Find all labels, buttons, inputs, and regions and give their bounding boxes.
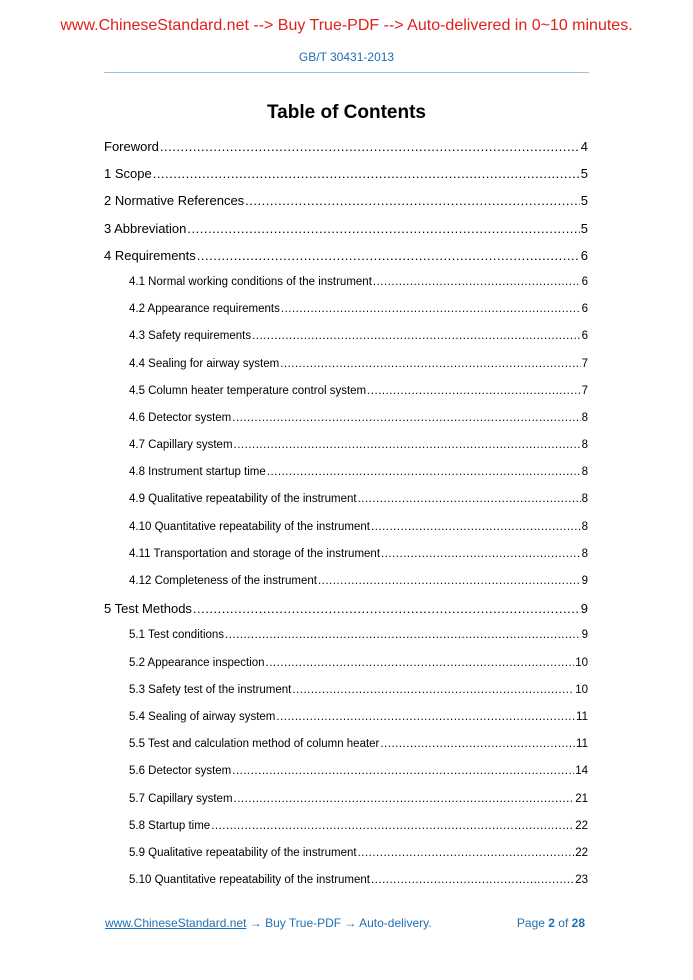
toc-entry-page-number: 7	[581, 357, 588, 370]
toc-entry-page-number: 7	[581, 384, 588, 397]
toc-entry-page-number: 10	[575, 656, 588, 669]
toc-entry-page-number: 6	[581, 275, 588, 288]
toc-entry[interactable]	[104, 786, 588, 813]
toc-entry[interactable]	[104, 840, 588, 867]
toc-entry-label: 4.3 Safety requirements	[129, 330, 252, 343]
toc-dot-leader	[358, 840, 575, 867]
toc-entry-label: Foreword	[104, 139, 159, 154]
toc-entry[interactable]	[104, 215, 588, 242]
page-indicator	[517, 916, 585, 930]
toc-dot-leader	[187, 215, 579, 242]
toc-dot-leader	[197, 242, 580, 269]
header-divider	[104, 72, 589, 73]
toc-entry-page-number: 6	[581, 330, 588, 343]
toc-entry-page-number: 11	[576, 738, 588, 751]
toc-entry[interactable]	[104, 650, 588, 677]
toc-entry-label: 5.2 Appearance inspection	[129, 656, 265, 669]
toc-entry[interactable]	[104, 459, 588, 486]
toc-entry-label: 4.7 Capillary system	[129, 439, 233, 452]
toc-entry-page-number: 4	[580, 139, 588, 154]
toc-entry-label: 5.3 Safety test of the instrument	[129, 683, 292, 696]
toc-dot-leader	[380, 731, 575, 758]
toc-entry-label: 4.11 Transportation and storage of the instrument	[129, 547, 381, 560]
toc-entry[interactable]	[104, 486, 588, 513]
toc-entry[interactable]	[104, 187, 588, 214]
toc-entry[interactable]	[104, 405, 588, 432]
toc-entry-page-number: 9	[581, 575, 588, 587]
toc-entry[interactable]	[104, 133, 588, 160]
toc-entry-label: 5.8 Startup time	[129, 819, 211, 832]
toc-dot-leader	[234, 786, 575, 813]
footer-promo-text: → Buy True-PDF → Auto-delivery.	[246, 916, 432, 930]
toc-dot-leader	[232, 758, 574, 785]
toc-entry-label: 4.10 Quantitative repeatability of the instrument	[129, 520, 371, 533]
page-word: Page	[516, 916, 549, 930]
standard-code-header: GB/T 30431-2013	[298, 50, 395, 64]
toc-dot-leader	[276, 704, 575, 731]
toc-entry[interactable]	[104, 568, 588, 595]
toc-entry[interactable]	[104, 595, 588, 622]
toc-entry-page-number: 5	[580, 220, 588, 236]
toc-dot-leader	[281, 296, 581, 323]
toc-entry[interactable]	[104, 269, 588, 296]
toc-dot-leader	[193, 595, 580, 622]
toc-entry-page-number: 8	[581, 411, 588, 424]
toc-dot-leader	[232, 405, 580, 432]
toc-dot-leader	[153, 160, 580, 187]
toc-entry[interactable]	[104, 731, 588, 758]
toc-entry-page-number: 8	[581, 439, 588, 452]
footer-site-link[interactable]: www.ChineseStandard.net	[105, 916, 247, 930]
toc-title: Table of Contents	[266, 102, 427, 123]
toc-entry[interactable]	[104, 622, 588, 649]
toc-dot-leader	[371, 867, 574, 894]
toc-entry[interactable]	[104, 351, 588, 378]
toc-entry-label: 4.1 Normal working conditions of the instrument	[129, 275, 372, 288]
total-page-count: 28	[571, 916, 585, 930]
toc-dot-leader	[367, 378, 580, 405]
toc-dot-leader	[160, 133, 580, 160]
toc-entry-label: 4.6 Detector system	[129, 411, 232, 424]
toc-entry-label: 1 Scope	[104, 166, 152, 182]
toc-entry[interactable]	[104, 867, 588, 894]
table-of-contents	[104, 133, 588, 894]
toc-entry-label: 2 Normative References	[104, 193, 245, 209]
toc-entry-page-number: 8	[581, 466, 588, 479]
toc-entry-label: 3 Abbreviation	[104, 220, 187, 236]
toc-dot-leader	[211, 813, 574, 840]
of-word: of	[554, 916, 572, 930]
toc-entry-page-number: 22	[575, 846, 588, 859]
page-footer	[105, 916, 585, 930]
toc-entry-page-number: 10	[575, 683, 588, 696]
current-page-number: 2	[548, 916, 555, 930]
toc-entry-page-number: 8	[581, 520, 588, 533]
toc-entry-label: 5.4 Sealing of airway system	[129, 710, 276, 723]
toc-dot-leader	[252, 323, 581, 350]
toc-dot-leader	[225, 622, 581, 649]
toc-dot-leader	[234, 432, 581, 459]
toc-entry-label: 4 Requirements	[104, 247, 196, 263]
toc-entry[interactable]	[104, 378, 588, 405]
toc-entry-page-number: 9	[581, 629, 588, 642]
toc-entry-page-number: 11	[576, 710, 588, 723]
toc-entry[interactable]	[104, 541, 588, 568]
toc-entry[interactable]	[104, 677, 588, 704]
toc-entry-label: 5.6 Detector system	[129, 765, 232, 778]
toc-entry-label: 4.2 Appearance requirements	[129, 303, 280, 316]
toc-entry-label: 5.1 Test conditions	[129, 629, 225, 642]
toc-entry-label: 4.8 Instrument startup time	[129, 466, 266, 479]
toc-entry[interactable]	[104, 323, 588, 350]
toc-dot-leader	[373, 269, 581, 296]
toc-entry-label: 4.4 Sealing for airway system	[129, 357, 280, 370]
toc-entry-page-number: 22	[575, 819, 588, 832]
toc-dot-leader	[292, 677, 574, 704]
toc-entry[interactable]	[104, 758, 588, 785]
toc-dot-leader	[381, 541, 581, 568]
toc-entry-page-number: 5	[580, 166, 588, 182]
toc-entry-page-number: 14	[575, 765, 588, 778]
toc-entry[interactable]	[104, 432, 588, 459]
toc-entry-page-number: 6	[580, 247, 588, 263]
toc-entry[interactable]	[104, 242, 588, 269]
promo-banner[interactable]: www.ChineseStandard.net --> Buy True-PDF --> Auto-delivered in 0~10 minutes.	[60, 17, 633, 34]
toc-entry-label: 5.7 Capillary system	[129, 792, 233, 805]
toc-entry-label: 4.5 Column heater temperature control system	[129, 384, 367, 397]
toc-entry-page-number: 9	[580, 601, 588, 617]
toc-dot-leader	[280, 351, 580, 378]
toc-entry-page-number: 23	[575, 874, 588, 887]
toc-entry-label: 5.9 Qualitative repeatability of the instrument	[129, 846, 357, 859]
toc-entry[interactable]	[104, 704, 588, 731]
toc-entry[interactable]	[104, 514, 588, 541]
toc-entry-page-number: 8	[581, 493, 588, 506]
toc-entry[interactable]	[104, 296, 588, 323]
toc-entry-label: 4.12 Completeness of the instrument	[129, 575, 317, 587]
toc-entry-page-number: 8	[581, 547, 588, 560]
toc-dot-leader	[267, 459, 581, 486]
toc-entry[interactable]	[104, 813, 588, 840]
toc-entry[interactable]	[104, 160, 588, 187]
toc-dot-leader	[266, 650, 575, 677]
toc-entry-page-number: 6	[581, 303, 588, 316]
toc-entry-label: 5.5 Test and calculation method of column heater	[129, 738, 380, 751]
toc-dot-leader	[371, 514, 581, 541]
toc-dot-leader	[358, 486, 581, 513]
toc-entry-label: 5 Test Methods	[104, 601, 192, 617]
toc-entry-label: 5.10 Quantitative repeatability of the instrument	[129, 874, 371, 887]
toc-entry-page-number: 5	[580, 193, 588, 209]
toc-dot-leader	[318, 568, 581, 595]
toc-dot-leader	[245, 187, 580, 214]
toc-entry-page-number: 21	[575, 792, 588, 805]
toc-entry-label: 4.9 Qualitative repeatability of the instrument	[129, 493, 357, 506]
